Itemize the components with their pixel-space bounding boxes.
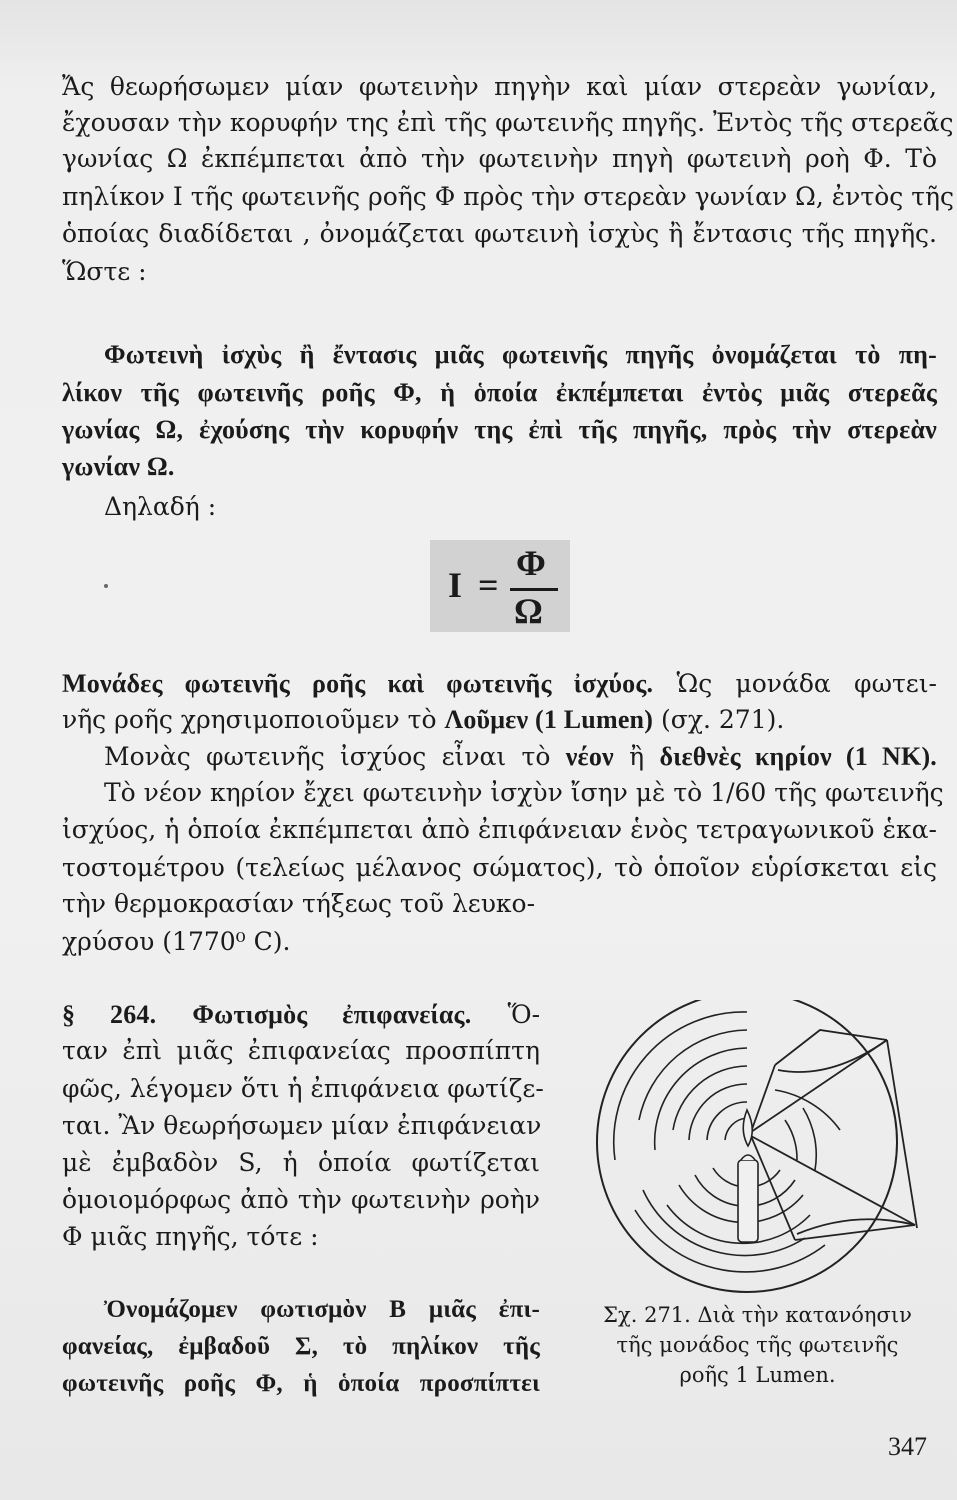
section-bold-line: φανείας, ἐμβαδοῦ Σ, τὸ πηλίκον τῆς (62, 1333, 540, 1360)
paragraph-line: γωνίας Ω ἐκπέμπεται ἀπὸ τὴν φωτεινὴν πηγὴ φωτεινὴ ροὴ Φ. Τὸ (62, 144, 937, 173)
definition-line: Φωτεινὴ ἰσχὺς ἢ ἔντασις μιᾶς φωτεινῆς πηγῆς ὀνομάζεται τὸ πη- (104, 340, 937, 369)
units-line (62, 703, 937, 737)
units-line: τοστομέτρου (τελείως μέλανος σώματος), τὸ ὁποῖον εὑρίσκεται εἰς (62, 853, 937, 882)
section-title: Φωτισμὸς ἐπιφανείας. (192, 1000, 472, 1029)
units-text: Ὡς μονάδα φωτει- (653, 669, 937, 698)
paragraph-line: ἔχουσαν τὴν κορυφήν της ἐπὶ τῆς φωτεινῆς πηγῆς. Ἐντὸς τῆς στερεᾶς (62, 108, 954, 137)
section-line: μὲ ἐμβαδὸν S, ἡ ὁποία φωτίζεται (62, 1148, 540, 1177)
units-text: ἢ (613, 742, 660, 771)
figure-caption-line: Σχ. 271. Διὰ τὴν κατανόησιν (603, 1303, 912, 1327)
formula-denominator: Ω (514, 591, 543, 631)
paragraph-line: Ἄς θεωρήσωμεν μίαν φωτεινὴν πηγὴν καὶ μίαν στερεὰν γωνίαν, (62, 72, 937, 101)
paragraph-line: πηλίκον I τῆς φωτεινῆς ροῆς Φ πρὸς τὴν στερεὰν γωνίαν Ω, ἐντὸς τῆς (62, 182, 955, 211)
section-line: ὁμοιομόρφως ἀπὸ τὴν φωτεινὴν ροὴν (62, 1185, 540, 1214)
section-heading-line (62, 998, 540, 1032)
section-bold-line: φωτεινῆς ροῆς Φ, ἡ ὁποία προσπίπτει (62, 1370, 540, 1397)
section-line: ταν ἐπὶ μιᾶς ἐπιφανείας προσπίπτη (62, 1036, 540, 1065)
units-text: Μονὰς φωτεινῆς ἰσχύος εἶναι τὸ (104, 742, 566, 771)
units-text: (σχ. 271). (653, 705, 785, 734)
figure-271-candle-rings (575, 1000, 930, 1300)
section-line: Φ μιᾶς πηγῆς, τότε : (62, 1222, 319, 1251)
definition-line: γωνίαν Ω. (62, 452, 175, 481)
section-line: ται. Ἂν θεωρήσωμεν μίαν ἐπιφάνειαν (62, 1111, 542, 1140)
formula-box (430, 540, 570, 632)
formula-equals: = (478, 565, 499, 605)
units-heading: Μονάδες φωτεινῆς ροῆς καὶ φωτεινῆς ἰσχύος. (62, 669, 654, 698)
lumen-term: Λοῦμεν (1 Lumen) (444, 705, 654, 734)
definition-line: λίκον τῆς φωτεινῆς ροῆς Φ, ἡ ὁποία ἐκπέμπεται ἐντὸς μιᾶς στερεᾶς (62, 378, 937, 407)
section-number: § 264. (62, 1000, 157, 1029)
units-line: χρύσου (1770⁰ C). (62, 927, 291, 956)
speck (104, 584, 108, 588)
section-bold-line: Ὀνομάζομεν φωτισμὸν B μιᾶς ἐπι- (104, 1296, 540, 1323)
figure-caption-line: ροῆς 1 Lumen. (679, 1363, 836, 1387)
paragraph-line: Ὥστε : (62, 257, 147, 286)
definition-line: γωνίας Ω, ἐχούσης τὴν κορυφήν της ἐπὶ τῆς πηγῆς, πρὸς τὴν στερεὰν (62, 415, 937, 444)
units-line: Τὸ νέον κηρίον ἔχει φωτεινὴν ἰσχὺν ἴσην μὲ τὸ 1/60 τῆς φωτεινῆς (104, 778, 944, 807)
units-line: ἰσχύος, ἡ ὁποία ἐκπέμπεται ἀπὸ ἐπιφάνειαν ἑνὸς τετραγωνικοῦ ἑκα- (62, 815, 937, 844)
page-number: 347 (888, 1432, 927, 1461)
figure-caption-line: τῆς μονάδος τῆς φωτεινῆς (616, 1333, 899, 1357)
units-text: νῆς ροῆς χρησιμοποιοῦμεν τὸ (62, 705, 445, 734)
paragraph-line: ὁποίας διαδίδεται , ὀνομάζεται φωτεινὴ ἰσχὺς ἢ ἔντασις τῆς πηγῆς. (62, 219, 937, 248)
candela-term: διεθνὲς κηρίον (1 ΝΚ). (659, 742, 938, 771)
units-line (62, 667, 937, 701)
units-line: τὴν θερμοκρασίαν τήξεως τοῦ λευκο- (62, 889, 536, 918)
formula-lhs: I (448, 565, 463, 605)
section-text: Ὅ- (471, 1000, 541, 1029)
units-line (104, 740, 937, 774)
dilladi-label: Δηλαδή : (104, 492, 217, 521)
formula-numerator: Φ (516, 543, 546, 583)
section-line: φῶς, λέγομεν ὅτι ἡ ἐπιφάνεια φωτίζε- (62, 1074, 544, 1103)
neon-term: νέον (565, 742, 614, 771)
